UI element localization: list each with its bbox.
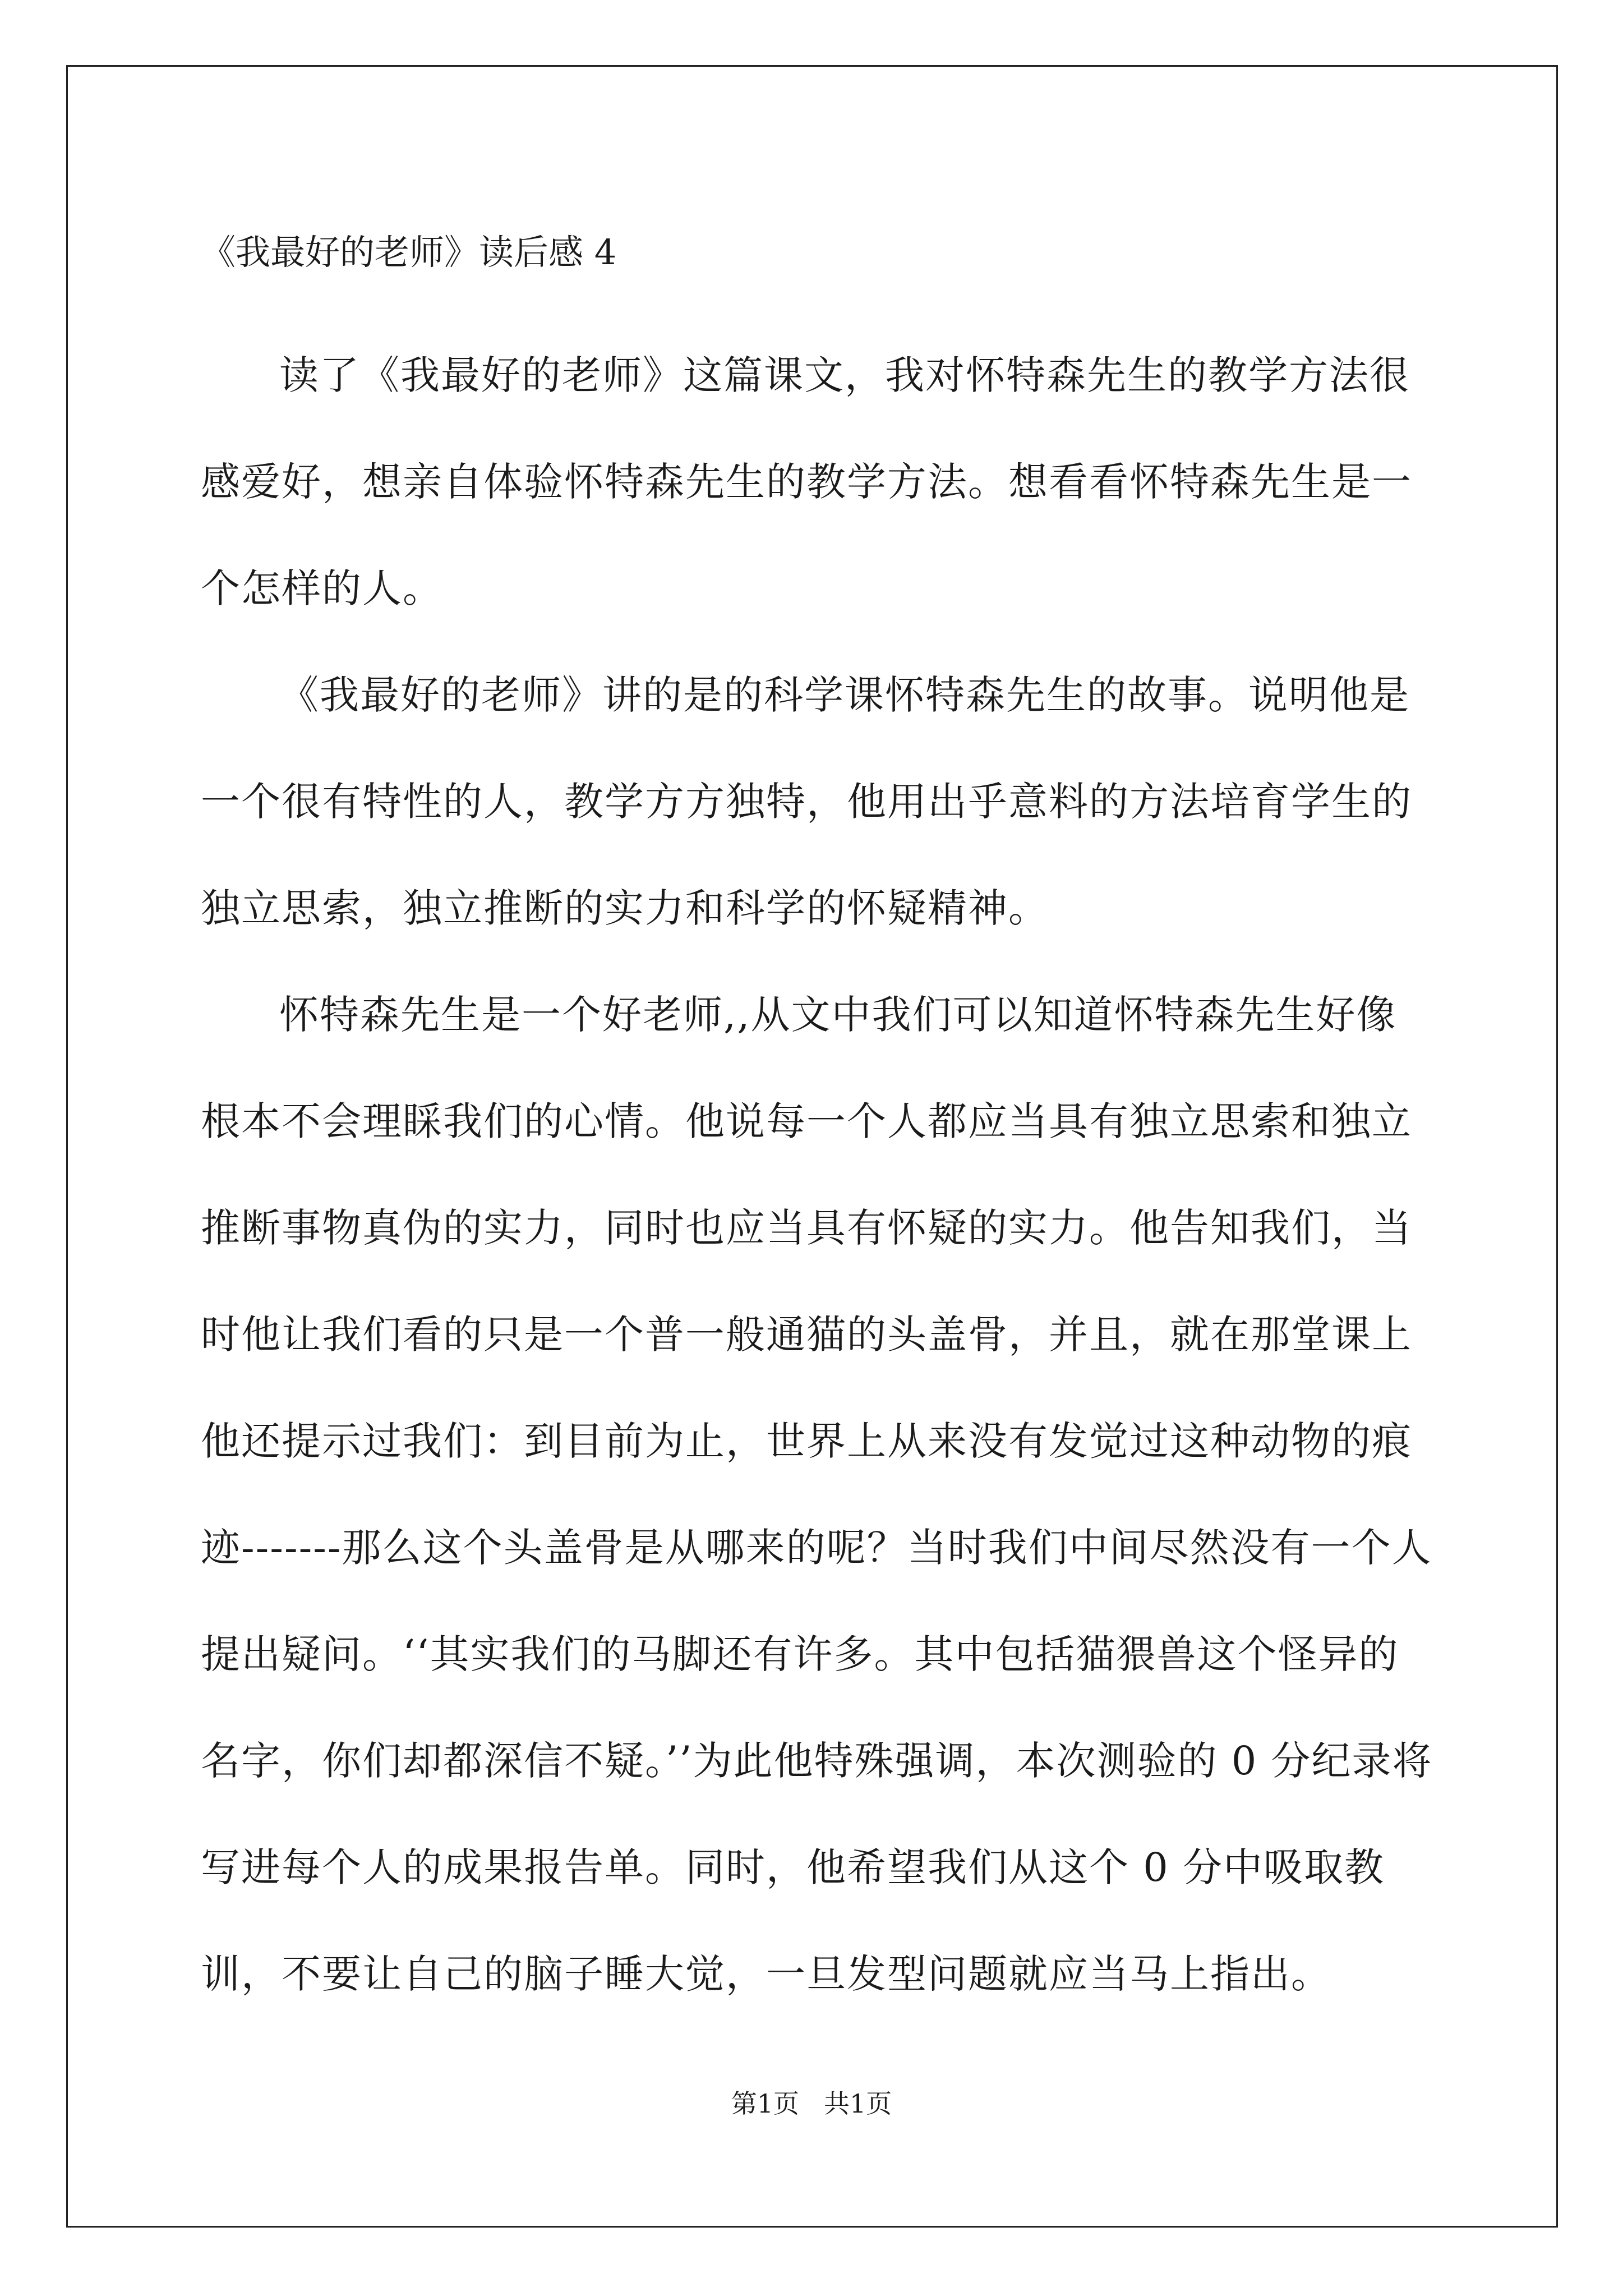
document-title: 《我最好的老师》读后感 4	[201, 232, 617, 273]
footer-spacer	[799, 2088, 824, 2119]
paragraph-2: 《我最好的老师》讲的是的科学课怀特森先生的故事。说明他是一个很有特性的人，教学方方独特，他用出乎意料的方法培育学生的独立思索，独立推断的实力和科学的怀疑精神。	[201, 672, 1412, 931]
document-body	[201, 230, 1435, 2027]
page-total: 共1页	[823, 2088, 892, 2119]
paragraph-3: 怀特森先生是一个好老师,,从文中我们可以知道怀特森先生好像根本不会理睬我们的心情。他说每一个人都应当具有独立思索和独立推断事物真伪的实力，同时也应当具有怀疑的实力。他告知我们，当时他让我们看的只是一个普一般通猫的头盖骨，并且，就在那堂课上他还提示过我们：到目前为止，世界上从来没有发觉过这种动物的痕迹-------那么这个头盖骨是从哪来的呢？当时我们中间尽然没有一个人提出疑问。‘‘其实我们的马脚还有许多。其中包括猫猥兽这个怪异的名字，你们却都深信不疑。’’为此他特殊强调，本次测验的 0 分纪录将写进每个人的成果报告单。同时，他希望我们从这个 0 分中吸取教训，不要让自己的脑子睡大觉，一旦发型问题就应当马上指出。	[201, 992, 1433, 1997]
page-number: 第1页	[731, 2088, 800, 2119]
page-footer	[0, 2087, 1623, 2120]
paragraph-1: 读了《我最好的老师》这篇课文，我对怀特森先生的教学方法很感爱好，想亲自体验怀特森先生的教学方法。想看看怀特森先生是一个怎样的人。	[201, 352, 1412, 611]
